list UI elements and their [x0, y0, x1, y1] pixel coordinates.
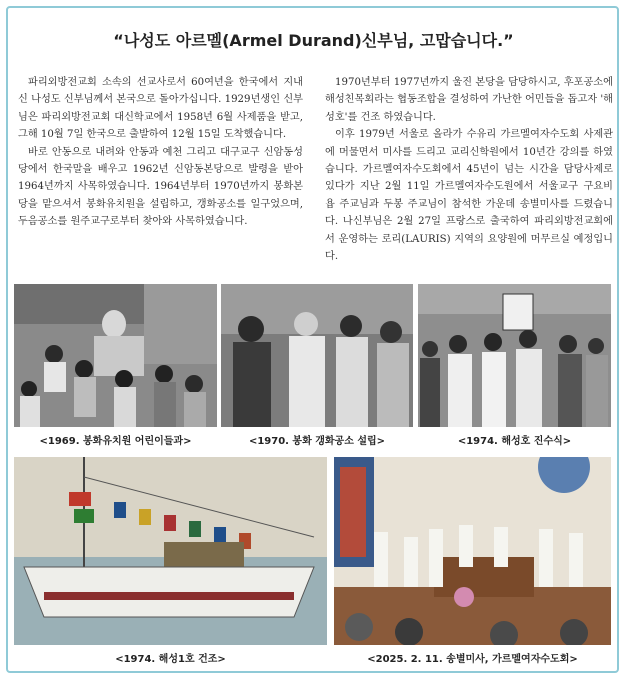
caption-photo-4: <1974. 해성1호 건조> [115, 654, 226, 665]
photo-1974-launch-ceremony [418, 284, 611, 427]
left-paragraph-1: 파리외방전교회 소속의 선교사로서 60여년을 한국에서 지내신 나성도 신부님께서 본국으로 돌아가십니다. 1929년생인 신부님은 파리외방전교회 대신학교에서 1958년 6월 사제품을 받고, 그해 10월 7일 한국으로 출발하여 12월 15일 도착했습니다. [18, 77, 303, 141]
photo-2025-farewell-mass [334, 457, 611, 645]
caption-photo-1: <1969. 봉화유치원 어린이들과> [39, 436, 192, 447]
photo-1969-kindergarten [14, 284, 217, 427]
right-paragraph-2: 이후 1979년 서울로 올라가 수유리 가르멜여자수도회 사제관에 머물면서 미사를 드리고 교리신학원에서 10년간 강의를 하였습니다. 가르멜여자수도회에서 45년이 넘는 시간을 담당사제로 있다가 지난 2월 11일 가르멜여자수도원에서 서울교구 구요비 욥 주교님과 두봉 주교님이 참석한 가운데 송별미사를 드렸습니다. 나신부님은 2월 27일 프랑스로 출국하여 파리외방전교회에서 운영하는 로리(LAURIS) 지역의 요양원에 머무르실 예정입니다. [325, 129, 613, 263]
right-paragraph-1: 1970년부터 1977년까지 울진 본당을 담당하시고, 후포공소에 해성친목회라는 협동조합을 결성하여 가난한 어민들을 돕고자 '해성호'를 건조 하였습니다. [325, 77, 613, 123]
right-column [325, 74, 613, 265]
left-column [18, 74, 303, 231]
caption-photo-2: <1970. 봉화 갱화공소 설립> [248, 436, 386, 447]
photo-1970-chapel [221, 284, 413, 427]
caption-photo-3: <1974. 해성호 진수식> [457, 436, 572, 447]
caption-photo-5: <2025. 2. 11. 송별미사, 가르멜여자수도회> [367, 654, 578, 665]
article-title: “나성도 아르멜(Armel Durand)신부님, 고맙습니다.” [113, 31, 514, 50]
left-paragraph-2: 바로 안동으로 내려와 안동과 예천 그리고 대구교구 신암동성당에서 한국말을 배우고 1962년 신암동본당으로 발령을 받아 1964년까지 사목하였습니다. 1964년부터 1970년까지 봉화본당을 맡으셔서 봉화유치원을 설립하고, 갱화공소를 일구었으며, 두음공소를 원주교구로부터 찾아와 사목하였습니다. [18, 146, 303, 228]
photo-1974-boat [14, 457, 327, 645]
